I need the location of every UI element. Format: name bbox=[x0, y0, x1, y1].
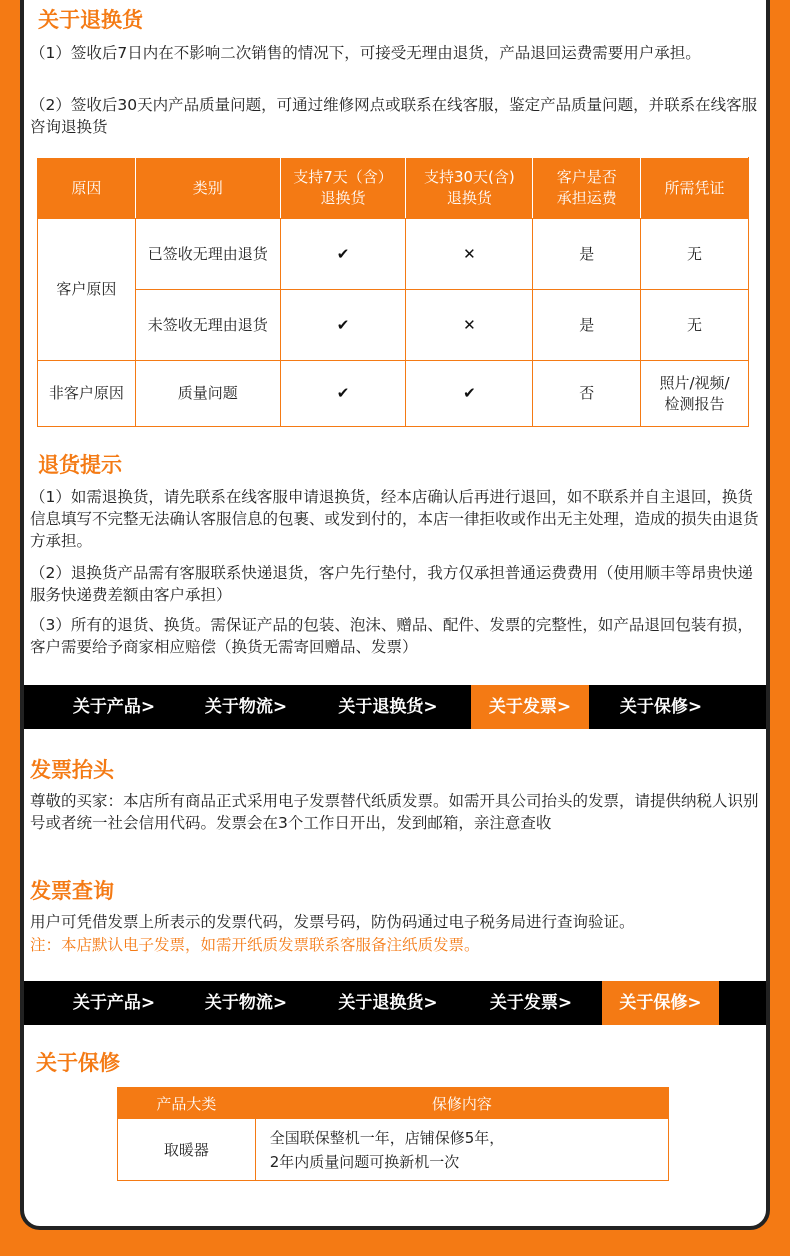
proof-cell: 照片/视频/ 检测报告 bbox=[641, 361, 749, 427]
tips-paragraph-1: （1）如需退换货，请先联系在线客服申请退换货，经本店确认后再进行退回，如不联系并自主退回，换货信息填写不完整无法确认客服信息的包裹、或发到付的，本店一律拒收或作出无主处理，造成的损失由退货方承担。 bbox=[30, 488, 759, 550]
invoice-query-note: 注：本店默认电子发票，如需开纸质发票联系客服备注纸质发票。 bbox=[30, 936, 480, 954]
cross-icon: ✕ bbox=[406, 219, 533, 290]
nav-about-returns[interactable]: 关于退换货> bbox=[338, 697, 438, 717]
warranty-header-row bbox=[118, 1088, 669, 1119]
proof-cell: 无 bbox=[641, 219, 749, 290]
category-cell: 已签收无理由退货 bbox=[135, 219, 280, 290]
header-proof: 所需凭证 bbox=[641, 158, 749, 219]
tips-title: 退货提示 bbox=[38, 453, 122, 477]
check-icon: ✔ bbox=[280, 290, 406, 361]
header-30day: 支持30天(含) 退换货 bbox=[406, 158, 533, 219]
header-reason: 原因 bbox=[38, 158, 136, 219]
customer-reason-cell: 客户原因 bbox=[38, 219, 136, 361]
nav-about-returns[interactable]: 关于退换货> bbox=[338, 993, 438, 1013]
table-row bbox=[38, 361, 749, 427]
non-customer-reason-cell: 非客户原因 bbox=[38, 361, 136, 427]
header-category: 类别 bbox=[135, 158, 280, 219]
nav-about-invoice[interactable]: 关于发票> bbox=[471, 685, 589, 729]
nav-about-warranty[interactable]: 关于保修> bbox=[602, 981, 719, 1025]
tips-paragraph-2: （2）退换货产品需有客服联系快递退货，客户先行垫付，我方仅承担普通运费费用（使用顺丰等昂贵快递服务快递费差额由客户承担） bbox=[30, 564, 753, 604]
section-nav-2 bbox=[24, 981, 766, 1025]
category-cell: 质量问题 bbox=[135, 361, 280, 427]
header-product-category: 产品大类 bbox=[118, 1088, 256, 1119]
returns-paragraph-2: （2）签收后30天内产品质量问题，可通过维修网点或联系在线客服，鉴定产品质量问题，并联系在线客服咨询退换货 bbox=[30, 96, 758, 136]
returns-title: 关于退换货 bbox=[38, 8, 143, 32]
returns-paragraph-1: （1）签收后7日内在不影响二次销售的情况下，可接受无理由退货，产品退回运费需要用户承担。 bbox=[30, 44, 701, 62]
nav-about-warranty[interactable]: 关于保修> bbox=[619, 697, 703, 717]
proof-cell: 无 bbox=[641, 290, 749, 361]
invoice-header-text: 尊敬的买家：本店所有商品正式采用电子发票替代纸质发票。如需开具公司抬头的发票，请提供纳税人识别号或者统一社会信用代码。发票会在3个工作日开出，发到邮箱，亲注意查收 bbox=[30, 792, 759, 832]
returns-table-header-row bbox=[38, 158, 749, 219]
cross-icon: ✕ bbox=[406, 290, 533, 361]
nav-about-logistics[interactable]: 关于物流> bbox=[204, 697, 288, 717]
invoice-query-title: 发票查询 bbox=[30, 879, 114, 903]
check-icon: ✔ bbox=[280, 219, 406, 290]
warranty-table bbox=[117, 1087, 669, 1181]
freight-cell: 否 bbox=[533, 361, 641, 427]
check-icon: ✔ bbox=[406, 361, 533, 427]
header-warranty-content: 保修内容 bbox=[255, 1088, 668, 1119]
invoice-query-text: 用户可凭借发票上所表示的发票代码，发票号码，防伪码通过电子税务局进行查询验证。 bbox=[30, 913, 635, 931]
category-cell: 未签收无理由退货 bbox=[135, 290, 280, 361]
table-row bbox=[118, 1119, 669, 1181]
freight-cell: 是 bbox=[533, 219, 641, 290]
nav-about-product[interactable]: 关于产品> bbox=[72, 993, 156, 1013]
warranty-category-cell: 取暖器 bbox=[118, 1119, 256, 1181]
nav-about-invoice[interactable]: 关于发票> bbox=[489, 993, 573, 1013]
table-row bbox=[38, 290, 749, 361]
nav-about-product[interactable]: 关于产品> bbox=[72, 697, 156, 717]
returns-table bbox=[37, 157, 749, 427]
invoice-header-title: 发票抬头 bbox=[30, 758, 114, 782]
check-icon: ✔ bbox=[280, 361, 406, 427]
freight-cell: 是 bbox=[533, 290, 641, 361]
nav-about-logistics[interactable]: 关于物流> bbox=[204, 993, 288, 1013]
warranty-title: 关于保修 bbox=[36, 1051, 120, 1075]
header-freight: 客户是否 承担运费 bbox=[533, 158, 641, 219]
header-7day: 支持7天（含） 退换货 bbox=[280, 158, 406, 219]
table-row bbox=[38, 219, 749, 290]
warranty-content-cell: 全国联保整机一年，店铺保修5年， 2年内质量问题可换新机一次 bbox=[255, 1119, 668, 1181]
tips-paragraph-3: （3）所有的退货、换货。需保证产品的包装、泡沫、赠品、配件、发票的完整性，如产品退回包装有损，客户需要给予商家相应赔偿（换货无需寄回赠品、发票） bbox=[30, 616, 753, 656]
section-nav-1 bbox=[24, 685, 766, 729]
